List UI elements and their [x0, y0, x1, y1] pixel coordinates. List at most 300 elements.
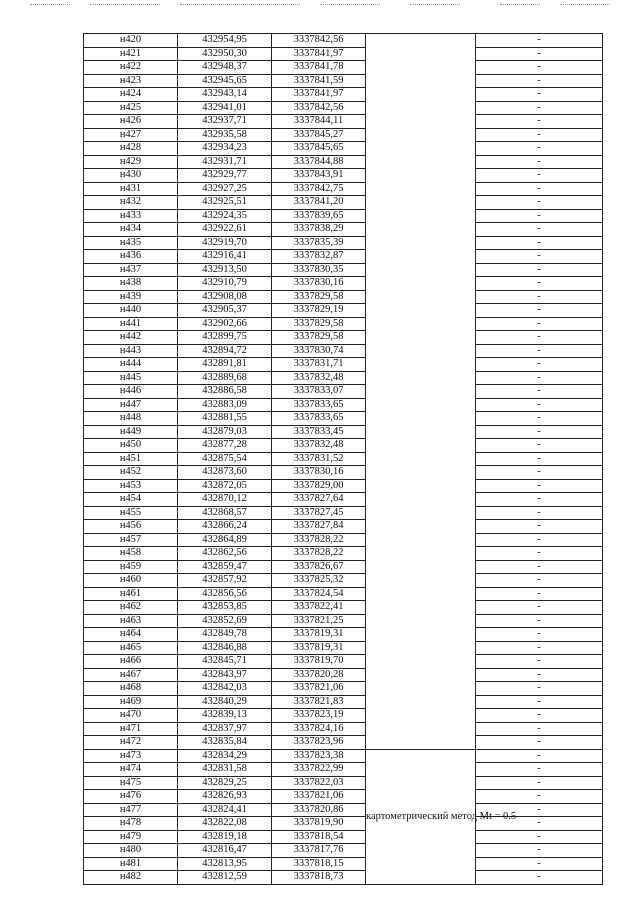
point-name-cell: н436	[84, 250, 178, 264]
accuracy-dash-cell: -	[476, 655, 603, 669]
method-cell-upper	[366, 34, 476, 750]
point-name-cell: н468	[84, 682, 178, 696]
x-coordinate-cell: 432879,03	[178, 425, 272, 439]
table-row	[84, 344, 603, 358]
y-coordinate-cell: 3337832,48	[272, 371, 366, 385]
table-row	[84, 790, 603, 804]
accuracy-dash-cell: -	[476, 506, 603, 520]
y-coordinate-cell: 3337833,45	[272, 425, 366, 439]
point-name-cell: н473	[84, 749, 178, 763]
table-row	[84, 655, 603, 669]
y-coordinate-cell: 3337822,99	[272, 763, 366, 777]
x-coordinate-cell: 432913,50	[178, 263, 272, 277]
x-coordinate-cell: 432883,09	[178, 398, 272, 412]
table-row	[84, 250, 603, 264]
x-coordinate-cell: 432862,56	[178, 547, 272, 561]
point-name-cell: н466	[84, 655, 178, 669]
point-name-cell: н433	[84, 209, 178, 223]
table-row	[84, 385, 603, 399]
accuracy-dash-cell: -	[476, 196, 603, 210]
y-coordinate-cell: 3337818,54	[272, 830, 366, 844]
y-coordinate-cell: 3337827,84	[272, 520, 366, 534]
accuracy-dash-cell: -	[476, 412, 603, 426]
table-row	[84, 196, 603, 210]
point-name-cell: н435	[84, 236, 178, 250]
table-row	[84, 317, 603, 331]
point-name-cell: н481	[84, 857, 178, 871]
y-coordinate-cell: 3337835,39	[272, 236, 366, 250]
y-coordinate-cell: 3337827,64	[272, 493, 366, 507]
accuracy-dash-cell: -	[476, 776, 603, 790]
point-name-cell: н459	[84, 560, 178, 574]
point-name-cell: н479	[84, 830, 178, 844]
point-name-cell: н427	[84, 128, 178, 142]
y-coordinate-cell: 3337822,41	[272, 601, 366, 615]
x-coordinate-cell: 432826,93	[178, 790, 272, 804]
y-coordinate-cell: 3337824,16	[272, 722, 366, 736]
table-row	[84, 547, 603, 561]
accuracy-dash-cell: -	[476, 803, 603, 817]
table-row	[84, 263, 603, 277]
table-row	[84, 290, 603, 304]
accuracy-dash-cell: -	[476, 614, 603, 628]
point-name-cell: н425	[84, 101, 178, 115]
point-name-cell: н455	[84, 506, 178, 520]
table-row	[84, 574, 603, 588]
point-name-cell: н429	[84, 155, 178, 169]
table-row	[84, 277, 603, 291]
y-coordinate-cell: 3337821,06	[272, 682, 366, 696]
method-cell-lower: картометрический метод Mt = 0.5	[366, 749, 476, 884]
y-coordinate-cell: 3337829,58	[272, 290, 366, 304]
table-row	[84, 479, 603, 493]
point-name-cell: н444	[84, 358, 178, 372]
point-name-cell: н441	[84, 317, 178, 331]
x-coordinate-cell: 432864,89	[178, 533, 272, 547]
x-coordinate-cell: 432866,24	[178, 520, 272, 534]
accuracy-dash-cell: -	[476, 236, 603, 250]
point-name-cell: н469	[84, 695, 178, 709]
y-coordinate-cell: 3337817,76	[272, 844, 366, 858]
accuracy-dash-cell: -	[476, 695, 603, 709]
point-name-cell: н443	[84, 344, 178, 358]
x-coordinate-cell: 432822,08	[178, 817, 272, 831]
table-row	[84, 358, 603, 372]
accuracy-dash-cell: -	[476, 182, 603, 196]
accuracy-dash-cell: -	[476, 493, 603, 507]
point-name-cell: н438	[84, 277, 178, 291]
y-coordinate-cell: 3337833,65	[272, 412, 366, 426]
table-row	[84, 614, 603, 628]
y-coordinate-cell: 3337832,48	[272, 439, 366, 453]
point-name-cell: н432	[84, 196, 178, 210]
x-coordinate-cell: 432872,05	[178, 479, 272, 493]
y-coordinate-cell: 3337829,58	[272, 317, 366, 331]
point-name-cell: н451	[84, 452, 178, 466]
x-coordinate-cell: 432886,58	[178, 385, 272, 399]
y-coordinate-cell: 3337819,70	[272, 655, 366, 669]
point-name-cell: н456	[84, 520, 178, 534]
accuracy-dash-cell: -	[476, 641, 603, 655]
point-name-cell: н462	[84, 601, 178, 615]
x-coordinate-cell: 432842,03	[178, 682, 272, 696]
point-name-cell: н431	[84, 182, 178, 196]
accuracy-dash-cell: -	[476, 682, 603, 696]
x-coordinate-cell: 432834,29	[178, 749, 272, 763]
x-coordinate-cell: 432891,81	[178, 358, 272, 372]
y-coordinate-cell: 3337844,88	[272, 155, 366, 169]
x-coordinate-cell: 432916,41	[178, 250, 272, 264]
accuracy-dash-cell: -	[476, 479, 603, 493]
x-coordinate-cell: 432922,61	[178, 223, 272, 237]
y-coordinate-cell: 3337830,35	[272, 263, 366, 277]
x-coordinate-cell: 432941,01	[178, 101, 272, 115]
accuracy-dash-cell: -	[476, 290, 603, 304]
y-coordinate-cell: 3337841,78	[272, 61, 366, 75]
table-row	[84, 236, 603, 250]
accuracy-dash-cell: -	[476, 628, 603, 642]
point-name-cell: н442	[84, 331, 178, 345]
table-row	[84, 871, 603, 885]
x-coordinate-cell: 432945,65	[178, 74, 272, 88]
y-coordinate-cell: 3337829,58	[272, 331, 366, 345]
accuracy-dash-cell: -	[476, 344, 603, 358]
y-coordinate-cell: 3337845,27	[272, 128, 366, 142]
y-coordinate-cell: 3337833,65	[272, 398, 366, 412]
x-coordinate-cell: 432905,37	[178, 304, 272, 318]
y-coordinate-cell: 3337829,00	[272, 479, 366, 493]
table-row	[84, 587, 603, 601]
table-row	[84, 817, 603, 831]
x-coordinate-cell: 432846,88	[178, 641, 272, 655]
x-coordinate-cell: 432954,95	[178, 34, 272, 48]
x-coordinate-cell: 432845,71	[178, 655, 272, 669]
y-coordinate-cell: 3337844,11	[272, 115, 366, 129]
accuracy-dash-cell: -	[476, 209, 603, 223]
point-name-cell: н423	[84, 74, 178, 88]
y-coordinate-cell: 3337825,32	[272, 574, 366, 588]
accuracy-dash-cell: -	[476, 790, 603, 804]
x-coordinate-cell: 432931,71	[178, 155, 272, 169]
point-name-cell: н440	[84, 304, 178, 318]
table-row	[84, 641, 603, 655]
table-row	[84, 128, 603, 142]
y-coordinate-cell: 3337826,67	[272, 560, 366, 574]
x-coordinate-cell: 432819,18	[178, 830, 272, 844]
accuracy-dash-cell: -	[476, 223, 603, 237]
point-name-cell: н447	[84, 398, 178, 412]
accuracy-dash-cell: -	[476, 304, 603, 318]
point-name-cell: н465	[84, 641, 178, 655]
point-name-cell: н467	[84, 668, 178, 682]
point-name-cell: н446	[84, 385, 178, 399]
accuracy-dash-cell: -	[476, 871, 603, 885]
accuracy-dash-cell: -	[476, 47, 603, 61]
accuracy-dash-cell: -	[476, 34, 603, 48]
accuracy-dash-cell: -	[476, 169, 603, 183]
accuracy-dash-cell: -	[476, 250, 603, 264]
accuracy-dash-cell: -	[476, 844, 603, 858]
accuracy-dash-cell: -	[476, 115, 603, 129]
table-row	[84, 601, 603, 615]
table-row	[84, 155, 603, 169]
point-name-cell: н430	[84, 169, 178, 183]
table-row	[84, 709, 603, 723]
point-name-cell: н452	[84, 466, 178, 480]
x-coordinate-cell: 432902,66	[178, 317, 272, 331]
x-coordinate-cell: 432839,13	[178, 709, 272, 723]
x-coordinate-cell: 432899,75	[178, 331, 272, 345]
x-coordinate-cell: 432927,25	[178, 182, 272, 196]
accuracy-dash-cell: -	[476, 88, 603, 102]
point-name-cell: н476	[84, 790, 178, 804]
x-coordinate-cell: 432935,58	[178, 128, 272, 142]
y-coordinate-cell: 3337823,19	[272, 709, 366, 723]
accuracy-dash-cell: -	[476, 587, 603, 601]
x-coordinate-cell: 432948,37	[178, 61, 272, 75]
y-coordinate-cell: 3337823,38	[272, 749, 366, 763]
x-coordinate-cell: 432852,69	[178, 614, 272, 628]
x-coordinate-cell: 432889,68	[178, 371, 272, 385]
accuracy-dash-cell: -	[476, 358, 603, 372]
accuracy-dash-cell: -	[476, 574, 603, 588]
x-coordinate-cell: 432943,14	[178, 88, 272, 102]
table-row	[84, 115, 603, 129]
point-name-cell: н439	[84, 290, 178, 304]
accuracy-dash-cell: -	[476, 263, 603, 277]
x-coordinate-cell: 432875,54	[178, 452, 272, 466]
point-name-cell: н470	[84, 709, 178, 723]
table-row	[84, 844, 603, 858]
y-coordinate-cell: 3337830,16	[272, 277, 366, 291]
point-name-cell: н448	[84, 412, 178, 426]
table-row	[84, 506, 603, 520]
coordinates-table	[83, 33, 603, 885]
table-row	[84, 466, 603, 480]
point-name-cell: н480	[84, 844, 178, 858]
x-coordinate-cell: 432929,77	[178, 169, 272, 183]
point-name-cell: н453	[84, 479, 178, 493]
point-name-cell: н450	[84, 439, 178, 453]
accuracy-dash-cell: -	[476, 817, 603, 831]
coordinates-table-body	[84, 34, 603, 885]
y-coordinate-cell: 3337818,73	[272, 871, 366, 885]
point-name-cell: н426	[84, 115, 178, 129]
accuracy-dash-cell: -	[476, 830, 603, 844]
table-row	[84, 682, 603, 696]
table-row	[84, 331, 603, 345]
x-coordinate-cell: 432910,79	[178, 277, 272, 291]
point-name-cell: н422	[84, 61, 178, 75]
accuracy-dash-cell: -	[476, 142, 603, 156]
x-coordinate-cell: 432843,97	[178, 668, 272, 682]
accuracy-dash-cell: -	[476, 749, 603, 763]
table-row	[84, 209, 603, 223]
y-coordinate-cell: 3337821,06	[272, 790, 366, 804]
x-coordinate-cell: 432849,78	[178, 628, 272, 642]
table-row	[84, 142, 603, 156]
accuracy-dash-cell: -	[476, 722, 603, 736]
x-coordinate-cell: 432813,95	[178, 857, 272, 871]
accuracy-dash-cell: -	[476, 385, 603, 399]
accuracy-dash-cell: -	[476, 533, 603, 547]
accuracy-dash-cell: -	[476, 601, 603, 615]
y-coordinate-cell: 3337828,22	[272, 547, 366, 561]
y-coordinate-cell: 3337843,91	[272, 169, 366, 183]
x-coordinate-cell: 432925,51	[178, 196, 272, 210]
accuracy-dash-cell: -	[476, 452, 603, 466]
accuracy-dash-cell: -	[476, 709, 603, 723]
y-coordinate-cell: 3337828,22	[272, 533, 366, 547]
point-name-cell: н472	[84, 736, 178, 750]
accuracy-dash-cell: -	[476, 560, 603, 574]
table-row	[84, 34, 603, 48]
x-coordinate-cell: 432870,12	[178, 493, 272, 507]
y-coordinate-cell: 3337833,07	[272, 385, 366, 399]
table-row	[84, 425, 603, 439]
accuracy-dash-cell: -	[476, 736, 603, 750]
scan-header-noise	[30, 4, 610, 10]
point-name-cell: н449	[84, 425, 178, 439]
accuracy-dash-cell: -	[476, 668, 603, 682]
table-row	[84, 47, 603, 61]
x-coordinate-cell: 432812,59	[178, 871, 272, 885]
y-coordinate-cell: 3337841,97	[272, 47, 366, 61]
y-coordinate-cell: 3337822,03	[272, 776, 366, 790]
table-row	[84, 61, 603, 75]
table-row	[84, 101, 603, 115]
y-coordinate-cell: 3337841,59	[272, 74, 366, 88]
y-coordinate-cell: 3337821,25	[272, 614, 366, 628]
y-coordinate-cell: 3337845,65	[272, 142, 366, 156]
table-row	[84, 520, 603, 534]
y-coordinate-cell: 3337818,15	[272, 857, 366, 871]
y-coordinate-cell: 3337830,74	[272, 344, 366, 358]
accuracy-dash-cell: -	[476, 439, 603, 453]
x-coordinate-cell: 432881,55	[178, 412, 272, 426]
x-coordinate-cell: 432835,84	[178, 736, 272, 750]
y-coordinate-cell: 3337839,65	[272, 209, 366, 223]
point-name-cell: н434	[84, 223, 178, 237]
point-name-cell: н424	[84, 88, 178, 102]
point-name-cell: н463	[84, 614, 178, 628]
y-coordinate-cell: 3337820,28	[272, 668, 366, 682]
accuracy-dash-cell: -	[476, 466, 603, 480]
y-coordinate-cell: 3337827,45	[272, 506, 366, 520]
x-coordinate-cell: 432859,47	[178, 560, 272, 574]
table-row	[84, 736, 603, 750]
point-name-cell: н475	[84, 776, 178, 790]
y-coordinate-cell: 3337838,29	[272, 223, 366, 237]
accuracy-dash-cell: -	[476, 857, 603, 871]
x-coordinate-cell: 432837,97	[178, 722, 272, 736]
table-row	[84, 628, 603, 642]
y-coordinate-cell: 3337842,56	[272, 101, 366, 115]
table-row	[84, 398, 603, 412]
point-name-cell: н437	[84, 263, 178, 277]
accuracy-dash-cell: -	[476, 547, 603, 561]
y-coordinate-cell: 3337821,83	[272, 695, 366, 709]
x-coordinate-cell: 432831,58	[178, 763, 272, 777]
point-name-cell: н471	[84, 722, 178, 736]
y-coordinate-cell: 3337842,56	[272, 34, 366, 48]
y-coordinate-cell: 3337830,16	[272, 466, 366, 480]
table-row	[84, 749, 603, 763]
accuracy-dash-cell: -	[476, 128, 603, 142]
accuracy-dash-cell: -	[476, 277, 603, 291]
table-row	[84, 412, 603, 426]
accuracy-dash-cell: -	[476, 74, 603, 88]
table-row	[84, 493, 603, 507]
table-row	[84, 695, 603, 709]
y-coordinate-cell: 3337829,19	[272, 304, 366, 318]
y-coordinate-cell: 3337831,71	[272, 358, 366, 372]
table-row	[84, 74, 603, 88]
y-coordinate-cell: 3337832,87	[272, 250, 366, 264]
point-name-cell: н461	[84, 587, 178, 601]
point-name-cell: н474	[84, 763, 178, 777]
point-name-cell: н457	[84, 533, 178, 547]
accuracy-dash-cell: -	[476, 317, 603, 331]
y-coordinate-cell: 3337831,52	[272, 452, 366, 466]
x-coordinate-cell: 432829,25	[178, 776, 272, 790]
point-name-cell: н477	[84, 803, 178, 817]
table-row	[84, 88, 603, 102]
table-row	[84, 169, 603, 183]
y-coordinate-cell: 3337824,54	[272, 587, 366, 601]
accuracy-dash-cell: -	[476, 371, 603, 385]
point-name-cell: н464	[84, 628, 178, 642]
accuracy-dash-cell: -	[476, 101, 603, 115]
y-coordinate-cell: 3337819,31	[272, 628, 366, 642]
point-name-cell: н482	[84, 871, 178, 885]
table-row	[84, 857, 603, 871]
x-coordinate-cell: 432894,72	[178, 344, 272, 358]
accuracy-dash-cell: -	[476, 155, 603, 169]
x-coordinate-cell: 432937,71	[178, 115, 272, 129]
x-coordinate-cell: 432877,28	[178, 439, 272, 453]
x-coordinate-cell: 432924,35	[178, 209, 272, 223]
point-name-cell: н420	[84, 34, 178, 48]
x-coordinate-cell: 432853,85	[178, 601, 272, 615]
accuracy-dash-cell: -	[476, 331, 603, 345]
table-row	[84, 452, 603, 466]
table-row	[84, 560, 603, 574]
point-name-cell: н458	[84, 547, 178, 561]
point-name-cell: н478	[84, 817, 178, 831]
point-name-cell: н445	[84, 371, 178, 385]
accuracy-dash-cell: -	[476, 425, 603, 439]
point-name-cell: н454	[84, 493, 178, 507]
table-row	[84, 533, 603, 547]
table-row	[84, 803, 603, 817]
point-name-cell: н428	[84, 142, 178, 156]
y-coordinate-cell: 3337823,96	[272, 736, 366, 750]
table-row	[84, 668, 603, 682]
x-coordinate-cell: 432856,56	[178, 587, 272, 601]
accuracy-dash-cell: -	[476, 61, 603, 75]
y-coordinate-cell: 3337820,86	[272, 803, 366, 817]
table-row	[84, 776, 603, 790]
x-coordinate-cell: 432934,23	[178, 142, 272, 156]
point-name-cell: н460	[84, 574, 178, 588]
y-coordinate-cell: 3337819,90	[272, 817, 366, 831]
x-coordinate-cell: 432868,57	[178, 506, 272, 520]
x-coordinate-cell: 432816,47	[178, 844, 272, 858]
x-coordinate-cell: 432840,29	[178, 695, 272, 709]
y-coordinate-cell: 3337841,97	[272, 88, 366, 102]
table-row	[84, 304, 603, 318]
